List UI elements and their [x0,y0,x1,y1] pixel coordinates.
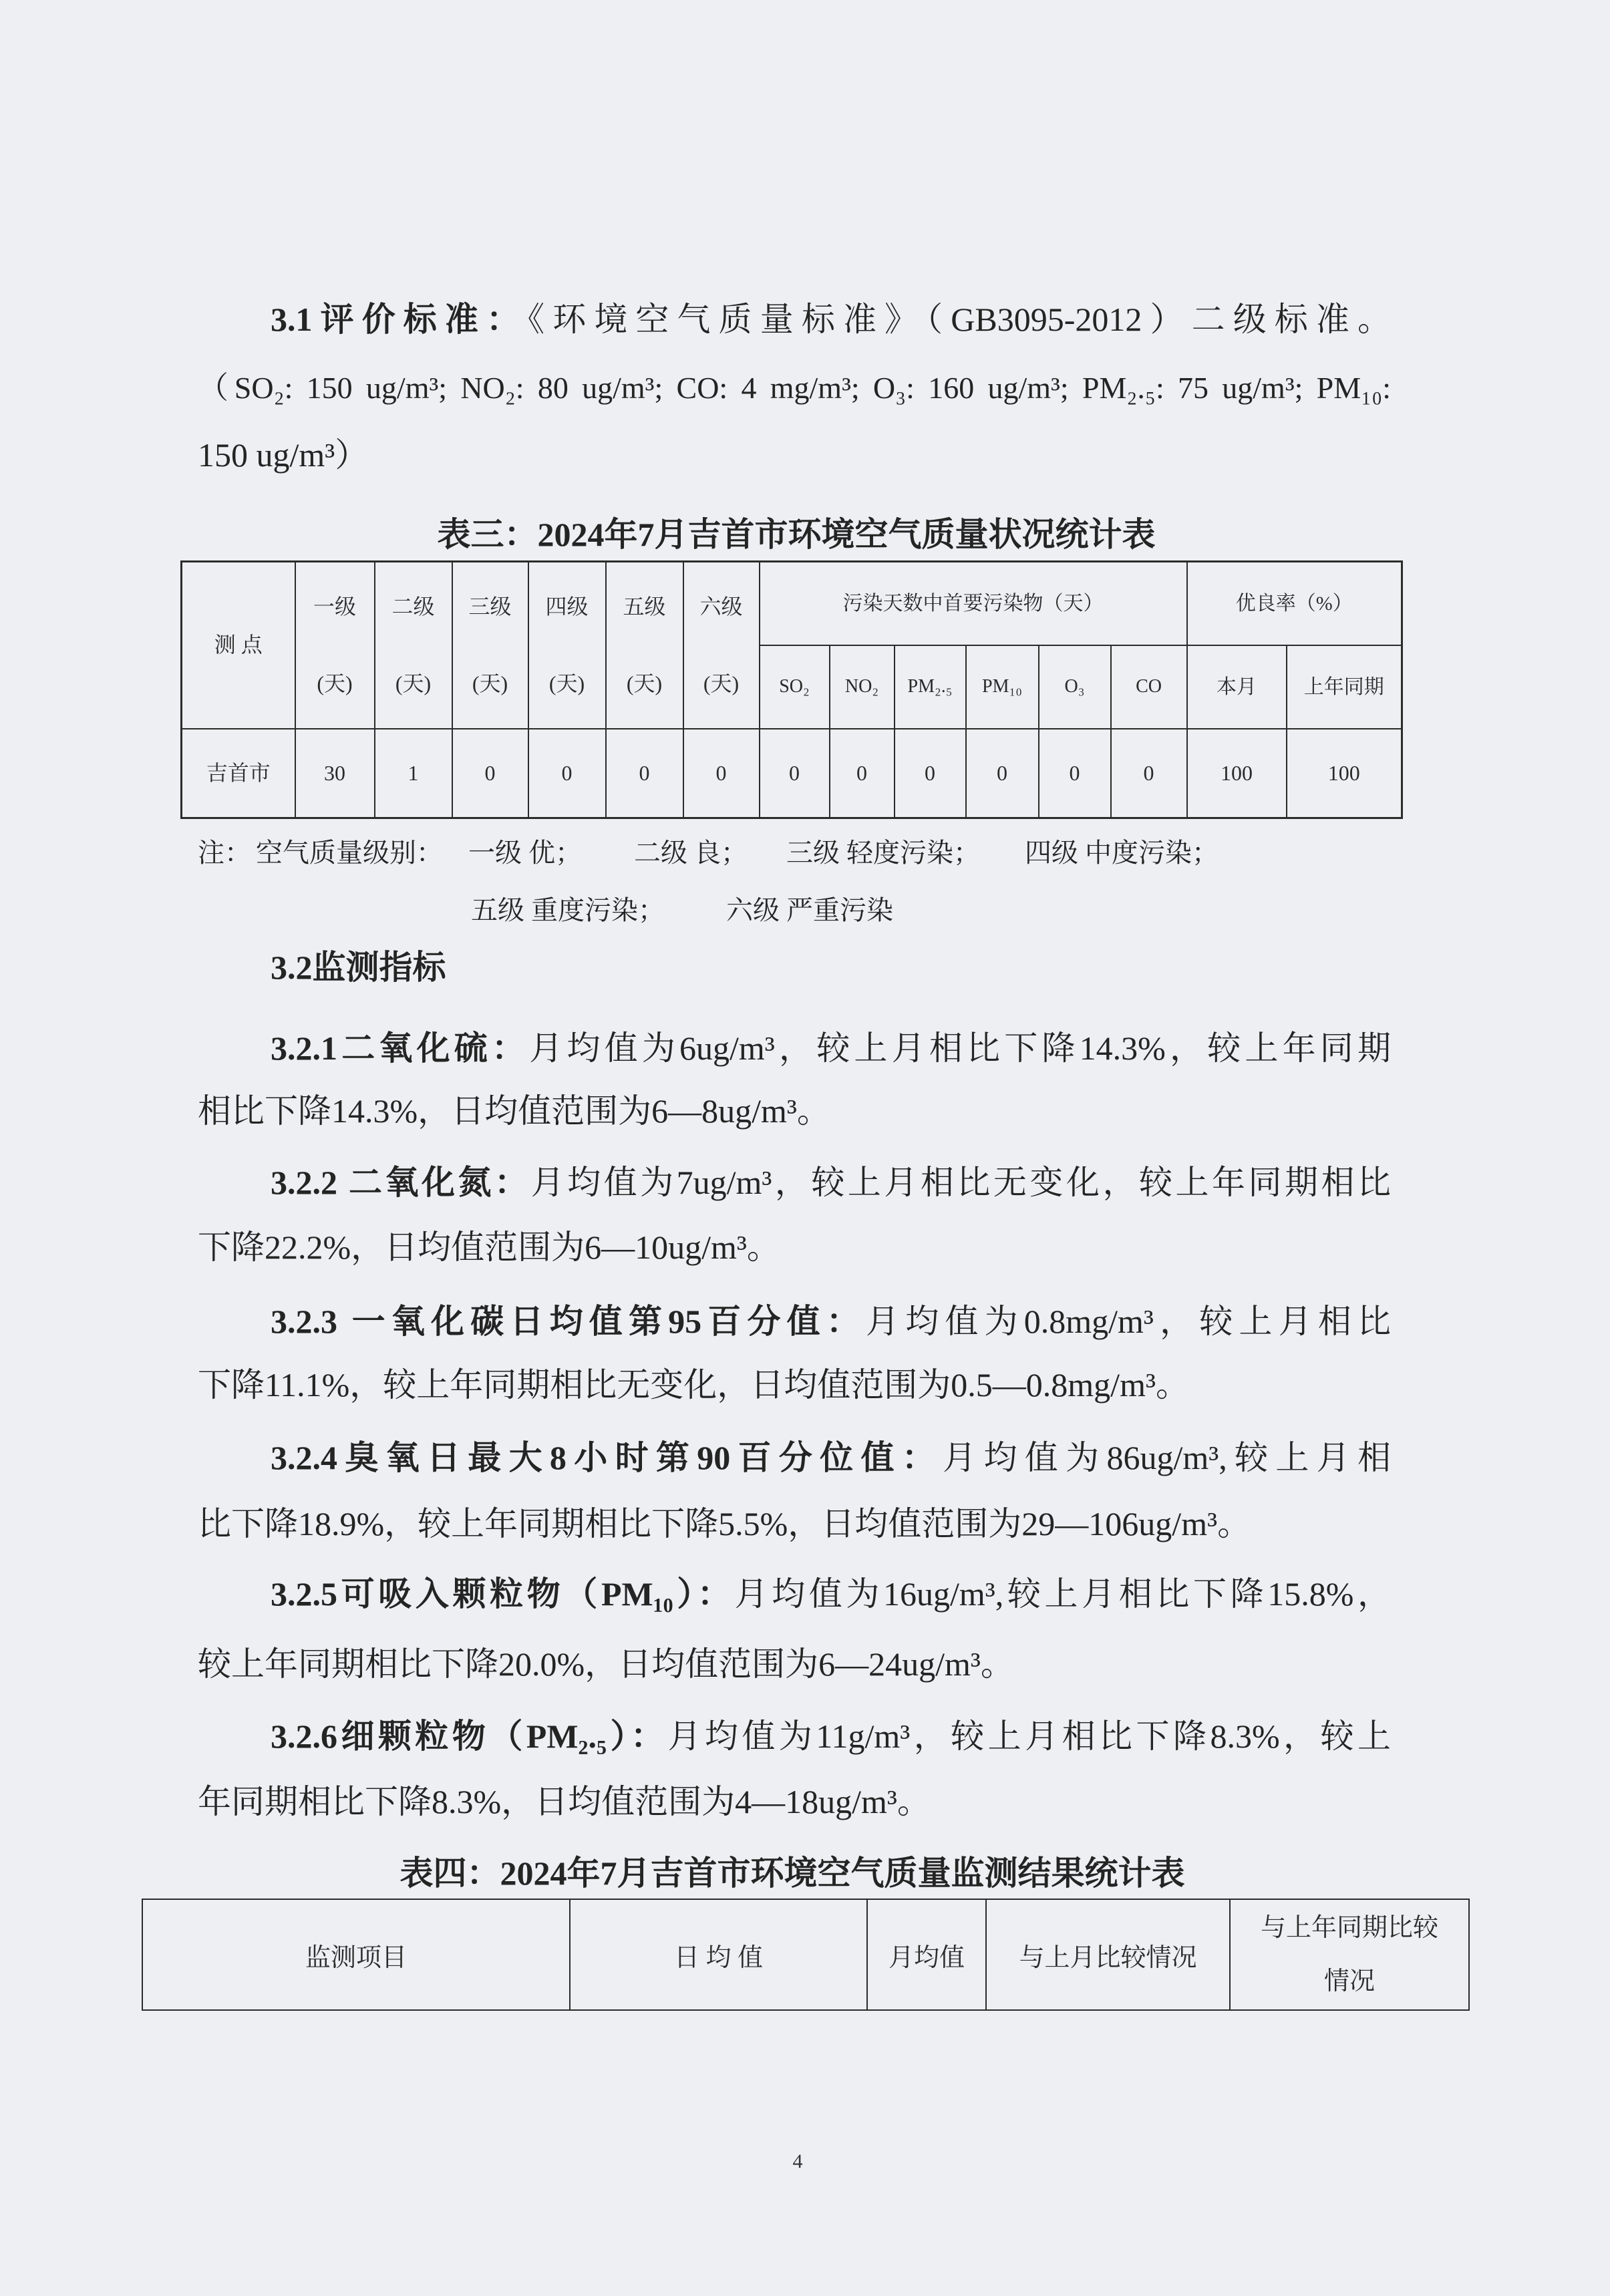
level-4-header [528,562,606,729]
level-5-header [606,562,683,729]
note-item: 一级 优； [468,838,582,868]
level-cell: 0 [606,729,683,818]
level-3-header [452,562,528,729]
indicator-pm10-line-2: 较上年同期相比下降20.0%，日均值范围为6—24ug/m³。 [198,1645,1014,1683]
header-daily-mean: 日 均 值 [570,1899,867,2010]
indicator-text: 月均值为7ug/m³，较上月相比无变化，较上年同期相比 [530,1164,1392,1201]
indicator-text: 月均值为0.8mg/m³，较上月相比 [866,1303,1391,1340]
pollutant-header-o3: O₃ [1039,645,1111,729]
indicator-heading: 3.2.4臭氧日最大8小时第90百分位值： [271,1439,943,1476]
indicator-co-line-2: 下降11.1%，较上年同期相比无变化，日均值范围为0.5—0.8mg/m³。 [198,1366,1189,1404]
indicator-heading: 3.2.1二氧化硫： [271,1029,530,1067]
indicator-pm25-line-1 [271,1716,1391,1756]
indicator-o3-line-2: 比下降18.9%，较上年同期相比下降5.5%，日均值范围为29—106ug/m³。 [198,1505,1251,1542]
pollutant-header-pm10: PM₁₀ [966,645,1039,729]
pollutant-header-co: CO [1111,645,1187,729]
pollutant-cell: 0 [966,729,1039,818]
indicator-heading: 3.2.6细颗粒物（PM₂.₅）： [271,1717,668,1755]
level-cell: 1 [375,729,452,818]
station-header: 测 点 [182,562,295,729]
note-item: 五级 重度污染； [471,895,665,925]
level-label: 四级 [545,594,589,619]
day-unit-label: (天) [317,671,353,695]
pollutant-header-pm25: PM₂.₅ [895,645,966,729]
day-unit-label: (天) [472,671,508,695]
note-item: 三级 轻度污染； [786,838,980,868]
pollutant-group-header: 污染天数中首要污染物（天） [760,562,1187,645]
indicator-no2-line-1 [271,1162,1391,1202]
level-cell: 0 [528,729,606,818]
indicator-text: 月均值为16ug/m³,较上月相比下降15.8%， [734,1575,1391,1613]
pollutant-cell: 0 [1111,729,1187,818]
note-label: 空气质量级别： [256,838,443,868]
pollutant-header-no2: NO₂ [830,645,895,729]
station-cell: 吉首市 [182,729,295,818]
pollutant-cell: 0 [830,729,895,818]
indicator-so2-line-1 [271,1028,1391,1068]
rate-header-last-year: 上年同期 [1287,645,1402,729]
indicator-text: 月均值为86ug/m³,较上月相 [943,1439,1392,1476]
level-cell: 30 [295,729,375,818]
header-monitoring-item: 监测项目 [142,1899,570,2010]
indicator-pm25-line-2: 年同期相比下降8.3%，日均值范围为4—18ug/m³。 [198,1783,931,1820]
pollutant-cell: 0 [1039,729,1111,818]
table-row [182,729,1402,818]
section-3-1-line-1 [271,299,1391,339]
indicator-text: 月均值为11g/m³，较上月相比下降8.3%，较上 [667,1717,1391,1755]
pollutant-header-so2: SO₂ [760,645,830,729]
note-item: 六级 严重污染 [726,895,893,925]
level-2-header [375,562,452,729]
level-label: 六级 [699,594,743,619]
monitoring-results-table [142,1899,1470,2011]
rate-cell: 100 [1187,729,1287,818]
section-3-1-line-2: （SO₂: 150 ug/m³; NO₂: 80 ug/m³; CO: 4 mg/m³; O₃: 160 ug/m³; PM₂.₅: 75 ug/m³; PM₁₀: [198,371,1391,405]
level-cell: 0 [683,729,760,818]
pollutant-cell: 0 [895,729,966,818]
rate-header-this-month: 本月 [1187,645,1287,729]
day-unit-label: (天) [703,671,740,695]
rate-cell: 100 [1287,729,1402,818]
level-label: 五级 [623,594,666,619]
air-quality-status-table [180,560,1403,819]
table-header-row [182,562,1402,645]
indicator-text: 月均值为6ug/m³，较上月相比下降14.3%，较上年同期 [529,1029,1391,1067]
section-3-1-heading: 3.1评价标准： [271,301,528,338]
section-3-1-line-3: 150 ug/m³） [198,436,369,474]
level-cell: 0 [452,729,528,818]
indicator-no2-line-2: 下降22.2%，日均值范围为6—10ug/m³。 [198,1228,780,1266]
indicator-co-line-1 [271,1301,1391,1341]
note-item: 四级 中度污染； [1025,838,1219,868]
day-unit-label: (天) [626,671,663,695]
header-vs-last-year [1230,1899,1469,2010]
level-6-header [683,562,760,729]
section-3-1-text: 《环境空气质量标准》（GB3095-2012）二级标准。 [528,301,1391,338]
header-monthly-mean: 月均值 [867,1899,986,2010]
level-label: 二级 [391,594,435,619]
header-vs-last-month: 与上月比较情况 [986,1899,1230,2010]
level-label: 一级 [313,594,356,619]
table-header-row [142,1899,1469,2010]
level-1-header [295,562,375,729]
indicator-so2-line-2: 相比下降14.3%，日均值范围为6—8ug/m³。 [198,1092,830,1130]
note-prefix: 注： [198,838,251,868]
day-unit-label: (天) [548,671,585,695]
note-item: 二级 良； [634,838,748,868]
table-4-title: 表四：2024年7月吉首市环境空气质量监测结果统计表 [399,1854,1185,1892]
indicator-heading: 3.2.5可吸入颗粒物（PM₁₀）： [271,1575,735,1613]
day-unit-label: (天) [395,671,432,695]
indicator-heading: 3.2.2 二氧化氮： [271,1164,531,1201]
indicator-pm10-line-1 [271,1574,1391,1614]
rate-group-header: 优良率（%） [1187,562,1402,645]
level-label: 三级 [468,594,512,619]
page-number: 4 [792,2150,803,2172]
section-3-2-heading: 3.2监测指标 [271,949,446,986]
header-vs-last-year-label: 与上年同期比较情况 [1260,1914,1438,1995]
table-3-title: 表三：2024年7月吉首市环境空气质量状况统计表 [437,516,1156,553]
indicator-heading: 3.2.3 一氧化碳日均值第95百分值： [271,1303,866,1340]
indicator-o3-line-1 [271,1438,1391,1478]
pollutant-cell: 0 [760,729,830,818]
